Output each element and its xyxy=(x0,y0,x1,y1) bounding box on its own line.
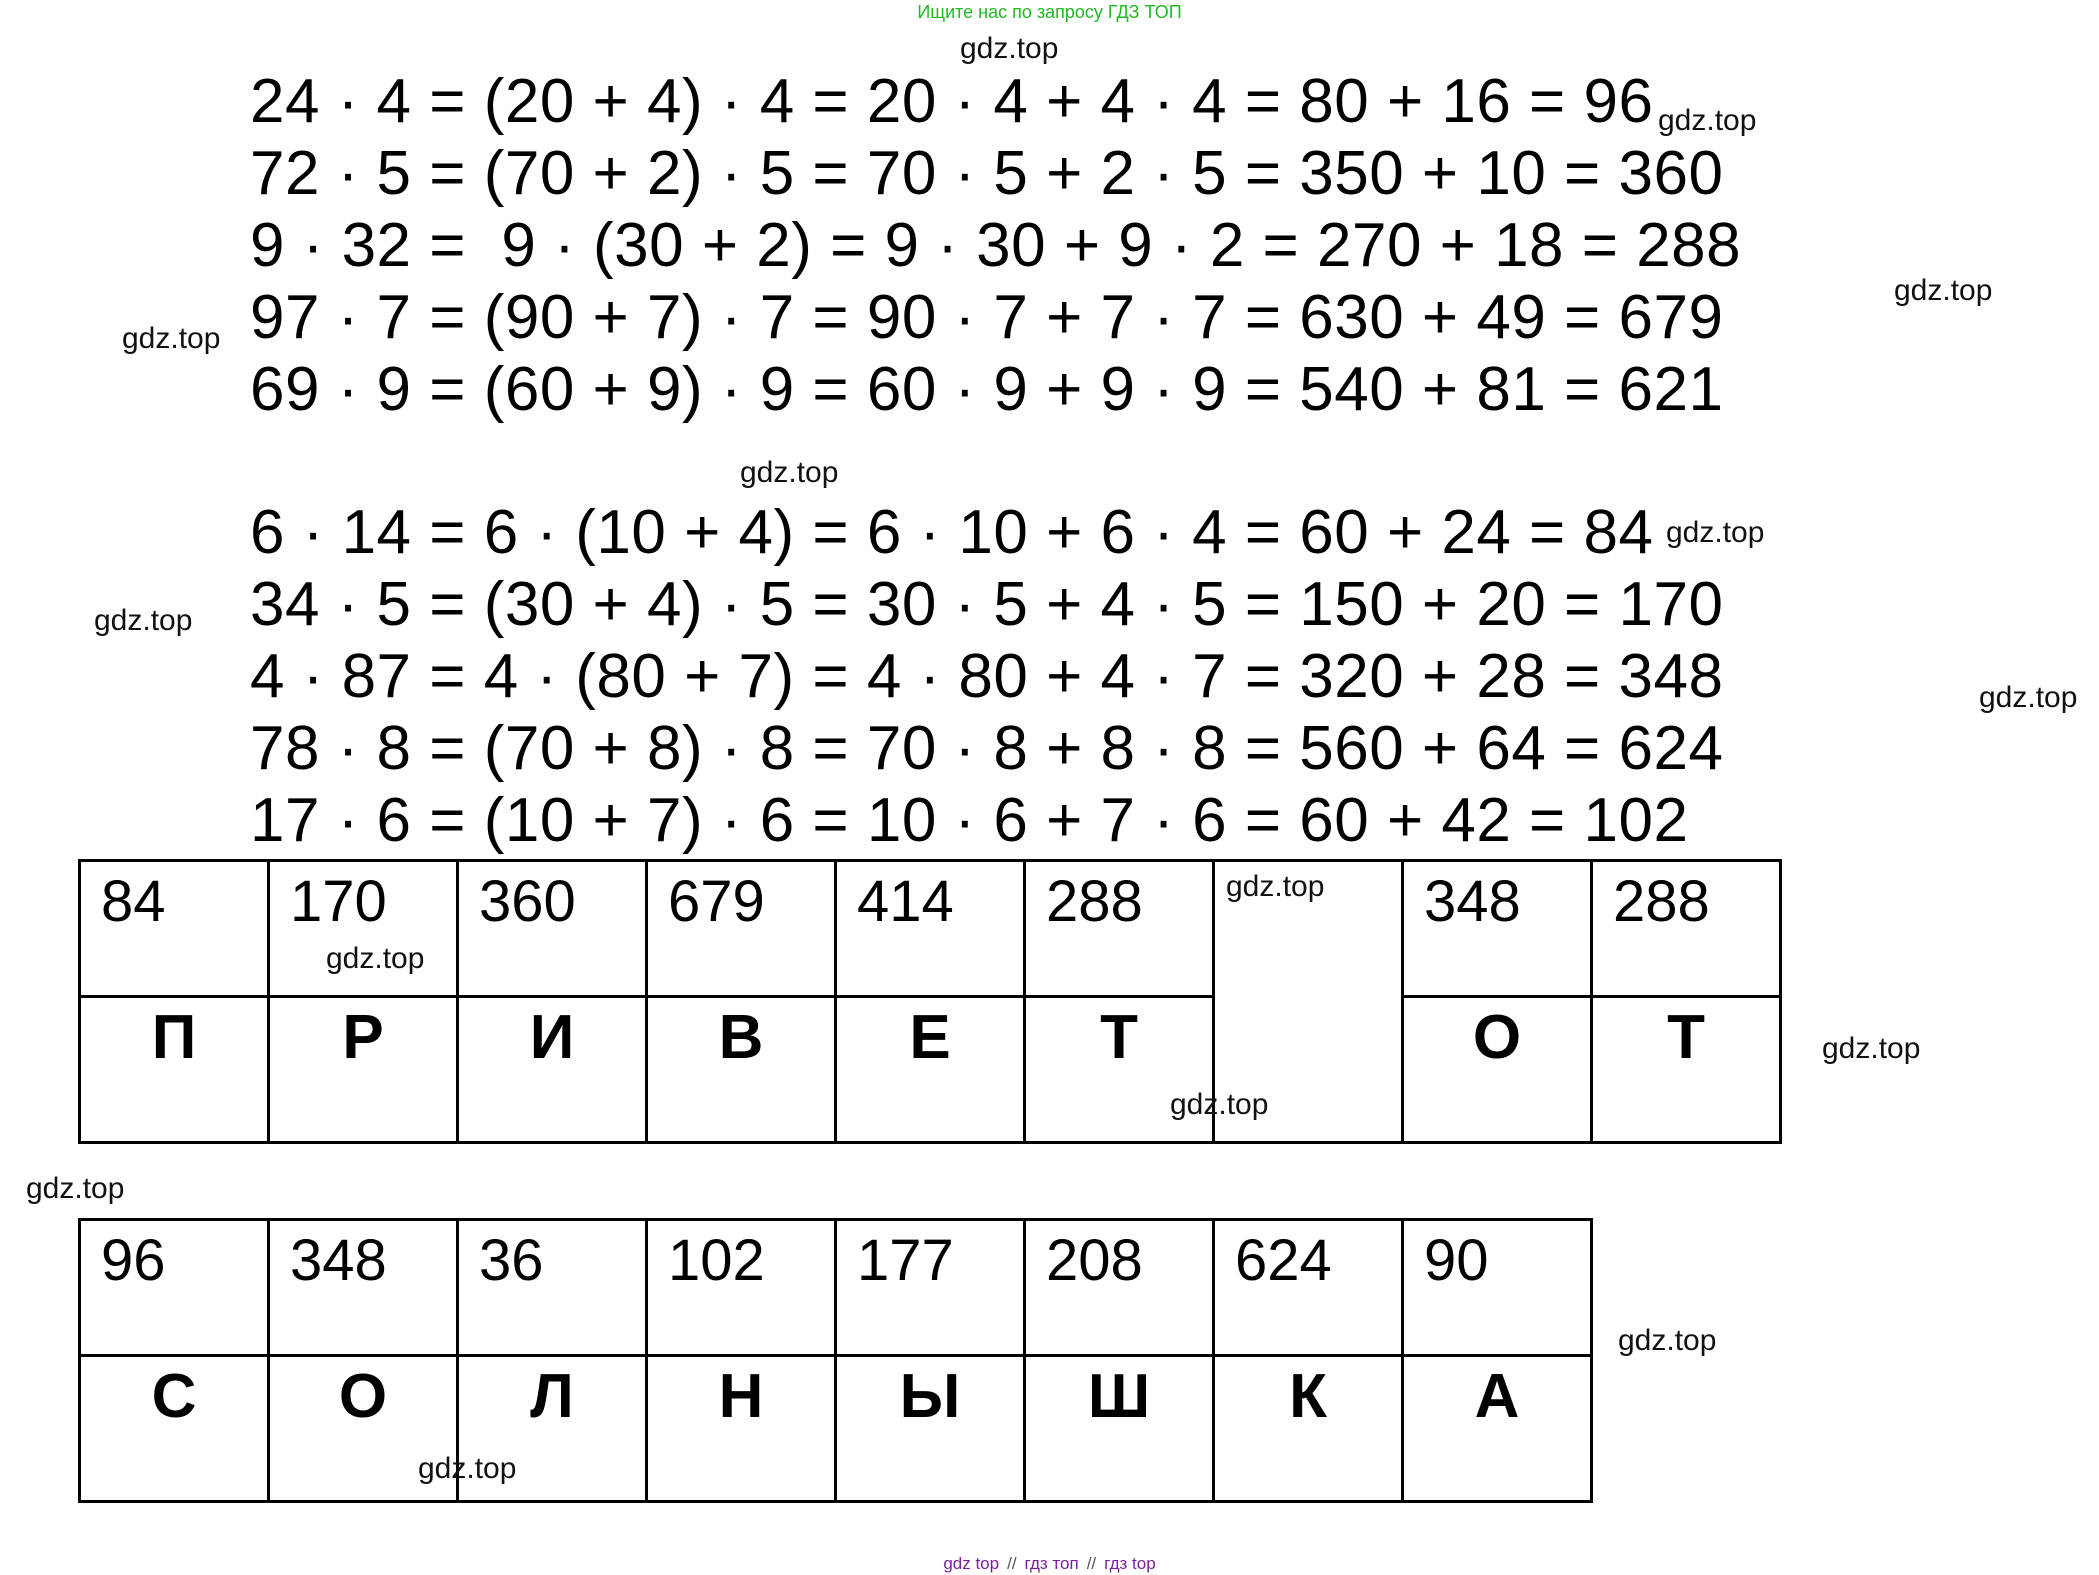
footer-separator: // xyxy=(1086,1554,1097,1573)
watermark: gdz.top xyxy=(1894,274,1993,307)
watermark: gdz.top xyxy=(26,1172,125,1205)
cell-number: 348 xyxy=(269,1220,458,1356)
cell-letter: Н xyxy=(647,1356,836,1502)
cell-number: 84 xyxy=(80,861,269,997)
cell-number: 208 xyxy=(1025,1220,1214,1356)
watermark: gdz.top xyxy=(326,942,425,975)
cell-letter: Ы xyxy=(836,1356,1025,1502)
cell-letter: О xyxy=(269,1356,458,1502)
cipher-table-1 xyxy=(78,859,1782,1144)
watermark: gdz.top xyxy=(1666,516,1765,549)
equation-row: 17 · 6 = (10 + 7) · 6 = 10 · 6 + 7 · 6 = 60 + 42 = 102 xyxy=(250,786,1689,855)
equation-row: 69 · 9 = (60 + 9) · 9 = 60 · 9 + 9 · 9 = 540 + 81 = 621 xyxy=(250,355,1724,424)
cell-letter: Л xyxy=(458,1356,647,1502)
equation-row: 24 · 4 = (20 + 4) · 4 = 20 · 4 + 4 · 4 = 80 + 16 = 96 xyxy=(250,67,1654,136)
cell-letter: А xyxy=(1403,1356,1592,1502)
cell-letter: П xyxy=(80,997,269,1143)
cipher-table-2 xyxy=(78,1218,1593,1503)
watermark: gdz.top xyxy=(960,32,1059,65)
footer-link[interactable]: gdz top xyxy=(943,1554,1000,1573)
equation-row: 34 · 5 = (30 + 4) · 5 = 30 · 5 + 4 · 5 = 150 + 20 = 170 xyxy=(250,570,1724,639)
watermark: gdz.top xyxy=(1618,1324,1717,1357)
equation-row: 72 · 5 = (70 + 2) · 5 = 70 · 5 + 2 · 5 = 350 + 10 = 360 xyxy=(250,139,1724,208)
equation-row: 4 · 87 = 4 · (80 + 7) = 4 · 80 + 4 · 7 = 320 + 28 = 348 xyxy=(250,642,1724,711)
watermark: gdz.top xyxy=(740,456,839,489)
cell-letter: Т xyxy=(1025,997,1214,1143)
cell-number: 414 xyxy=(836,861,1025,997)
equation-row: 78 · 8 = (70 + 8) · 8 = 70 · 8 + 8 · 8 = 560 + 64 = 624 xyxy=(250,714,1724,783)
watermark: gdz.top xyxy=(122,322,221,355)
footer-separator: // xyxy=(1007,1554,1017,1573)
cell-letter: И xyxy=(458,997,647,1143)
cell-letter: Р xyxy=(269,997,458,1143)
watermark: gdz.top xyxy=(1170,1088,1269,1121)
watermark: gdz.top xyxy=(1658,104,1757,137)
cell-number: 360 xyxy=(458,861,647,997)
watermark: gdz.top xyxy=(94,604,193,637)
footer-links xyxy=(0,1554,2099,1574)
footer-link[interactable]: гдз топ xyxy=(1024,1554,1079,1573)
cell-letter: С xyxy=(80,1356,269,1502)
top-banner[interactable]: Ищите нас по запросу ГДЗ ТОП xyxy=(917,2,1182,22)
equation-row: 6 · 14 = 6 · (10 + 4) = 6 · 10 + 6 · 4 = 60 + 24 = 84 xyxy=(250,498,1654,567)
cell-number: 96 xyxy=(80,1220,269,1356)
cell-number: 102 xyxy=(647,1220,836,1356)
cell-number: 679 xyxy=(647,861,836,997)
equation-row: 9 · 32 = 9 · (30 + 2) = 9 · 30 + 9 · 2 = 270 + 18 = 288 xyxy=(250,211,1742,280)
cell-letter: В xyxy=(647,997,836,1143)
cell-number: 170 xyxy=(269,861,458,997)
watermark: gdz.top xyxy=(418,1452,517,1485)
cell-letter: О xyxy=(1403,997,1592,1143)
equation-row: 97 · 7 = (90 + 7) · 7 = 90 · 7 + 7 · 7 = 630 + 49 = 679 xyxy=(250,283,1724,352)
cell-number: 177 xyxy=(836,1220,1025,1356)
watermark: gdz.top xyxy=(1226,870,1325,903)
cell-number: 348 xyxy=(1403,861,1592,997)
cell-number: 288 xyxy=(1592,861,1781,997)
cell-letter: Ш xyxy=(1025,1356,1214,1502)
cell-letter: Т xyxy=(1592,997,1781,1143)
watermark: gdz.top xyxy=(1979,681,2078,714)
cell-letter: Е xyxy=(836,997,1025,1143)
cell-number: 90 xyxy=(1403,1220,1592,1356)
watermark: gdz.top xyxy=(1822,1032,1921,1065)
footer-link[interactable]: гдз top xyxy=(1104,1554,1156,1573)
cell-number: 624 xyxy=(1214,1220,1403,1356)
cell-letter: К xyxy=(1214,1356,1403,1502)
cell-number: 36 xyxy=(458,1220,647,1356)
cell-number: 288 xyxy=(1025,861,1214,997)
